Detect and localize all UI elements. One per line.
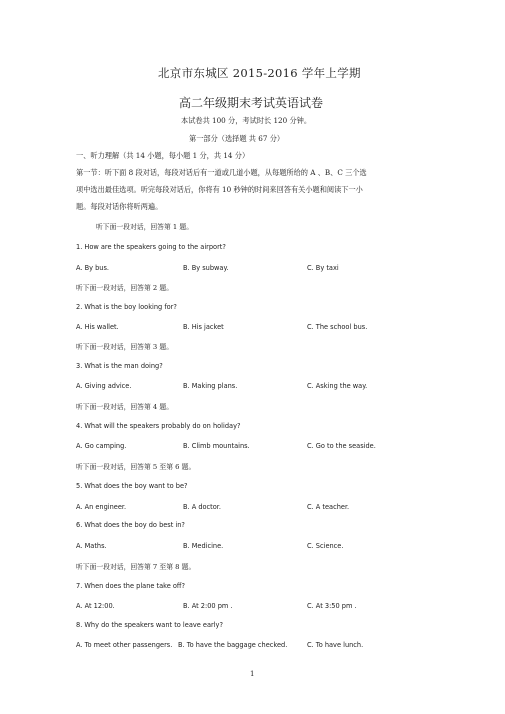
listening-note: 听下面一段对话，回答第 1 题。	[96, 223, 194, 231]
option-b: B. Climb mountains.	[183, 442, 250, 450]
option-a: A. Giving advice.	[76, 382, 132, 390]
question-text: 7. When does the plane take off?	[76, 582, 185, 590]
option-c: C. Science.	[307, 542, 344, 550]
exam-info: 本试卷共 100 分，考试时长 120 分钟。	[181, 116, 312, 125]
exam-subtitle: 高二年级期末考试英语试卷	[179, 96, 324, 110]
option-c: C. At 3:50 pm .	[307, 602, 357, 610]
option-c: C. The school bus.	[307, 323, 368, 331]
option-c: C. Asking the way.	[307, 382, 368, 390]
question-text: 2. What is the boy looking for?	[76, 303, 177, 311]
option-a: A. Maths.	[76, 542, 107, 550]
option-b: B. A doctor.	[183, 503, 221, 511]
question-text: 4. What will the speakers probably do on holiday?	[76, 422, 241, 430]
instruction-line: 项中选出最佳选项。听完每段对话后，你将有 10 秒钟的时间来回答有关小题和阅读下一小	[76, 185, 363, 194]
option-b: B. Medicine.	[183, 542, 224, 550]
option-c: C. By taxi	[307, 264, 339, 272]
listening-note: 听下面一段对话，回答第 2 题。	[76, 284, 174, 292]
option-a: A. By bus.	[76, 264, 110, 272]
option-a: A. His wallet.	[76, 323, 119, 331]
question-text: 1. How are the speakers going to the airport?	[76, 243, 226, 251]
exam-title: 北京市东城区 2015-2016 学年上学期	[158, 66, 361, 80]
option-c: C. To have lunch.	[307, 641, 364, 649]
question-text: 8. Why do the speakers want to leave early?	[76, 621, 223, 629]
listening-note: 听下面一段对话，回答第 3 题。	[76, 343, 174, 351]
part-heading: 第一部分（选择题 共 67 分）	[189, 134, 285, 143]
option-a: A. An engineer.	[76, 503, 127, 511]
instruction-line: 第一节：听下面 8 段对话，每段对话后有一道或几道小题，从每题所给的 A 、B、C 三个选	[76, 168, 367, 177]
option-a: A. Go camping.	[76, 442, 127, 450]
option-b: B. At 2:00 pm .	[183, 602, 233, 610]
option-c: C. A teacher.	[307, 503, 350, 511]
option-b: B. Making plans.	[183, 382, 238, 390]
option-c: C. Go to the seaside.	[307, 442, 376, 450]
instruction-line: 题。每段对话你将听两遍。	[76, 202, 163, 211]
option-b: B. By subway.	[183, 264, 229, 272]
listening-note: 听下面一段对话，回答第 4 题。	[76, 403, 174, 411]
question-text: 5. What does the boy want to be?	[76, 482, 188, 490]
page-number: 1	[250, 670, 255, 678]
option-b: B. To have the baggage checked.	[178, 641, 288, 649]
listening-note: 听下面一段对话，回答第 7 至第 8 题。	[76, 563, 196, 571]
listening-note: 听下面一段对话，回答第 5 至第 6 题。	[76, 463, 196, 471]
question-text: 3. What is the man doing?	[76, 362, 163, 370]
question-text: 6. What does the boy do best in?	[76, 521, 185, 529]
option-a: A. At 12:00.	[76, 602, 115, 610]
option-a: A. To meet other passengers.	[76, 641, 173, 649]
option-b: B. His jacket	[183, 323, 224, 331]
section-heading: 一、听力理解（共 14 小题，每小题 1 分，共 14 分）	[76, 151, 250, 160]
